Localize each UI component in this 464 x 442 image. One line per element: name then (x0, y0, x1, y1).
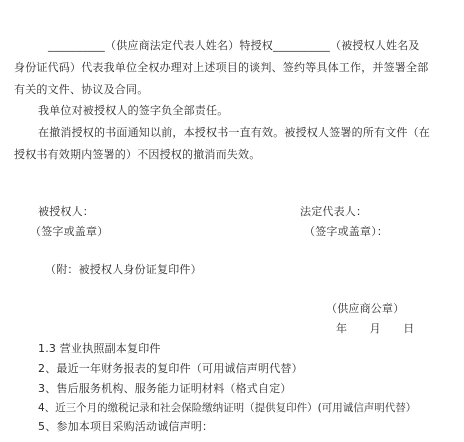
authorization-line-4: 我单位对被授权人的签字负全部责任。 (38, 104, 229, 117)
seal-date: 年 月 日 (336, 322, 415, 335)
authorization-line-6: 授权书有效期内签署的）不因授权的撤消而失效。 (14, 148, 261, 161)
list-item: 3、售后服务机构、服务能力证明材料（格式自定） (38, 382, 292, 395)
legal-rep-label: 法定代表人： (300, 205, 368, 218)
authorization-line-2: 身份证代码）代表我单位全权办理对上述项目的谈判、签约等具体工作，并签署全部 (14, 61, 429, 74)
attachment-note: （附：被授权人身份证复印件） (45, 263, 202, 276)
authorization-line-5: 在撤消授权的书面通知以前，本授权书一直有效。被授权人签署的所有文件（在 (38, 126, 430, 139)
authorization-line-1: __________（供应商法定代表人姓名）特授权__________（被授权人姓名及 (48, 39, 420, 52)
supplier-seal: （供应商公章） (326, 302, 405, 315)
list-item: 5、参加本项目采购活动诚信声明： (38, 420, 214, 433)
authorization-line-3: 有关的文件、协议及合同。 (14, 83, 149, 96)
authorized-person-label: 被授权人： (38, 205, 94, 218)
list-item: 4、近三个月的缴税记录和社会保险缴纳证明（提供复印件）(可用诚信声明代替） (38, 402, 417, 414)
list-item: 2、最近一年财务报表的复印件（可用诚信声明代替） (38, 362, 303, 375)
authorized-person-sign: （签字或盖章） (30, 225, 109, 238)
legal-rep-sign: （签字或盖章）： (304, 225, 389, 238)
list-item: 1.3 营业执照副本复印件 (38, 342, 161, 355)
